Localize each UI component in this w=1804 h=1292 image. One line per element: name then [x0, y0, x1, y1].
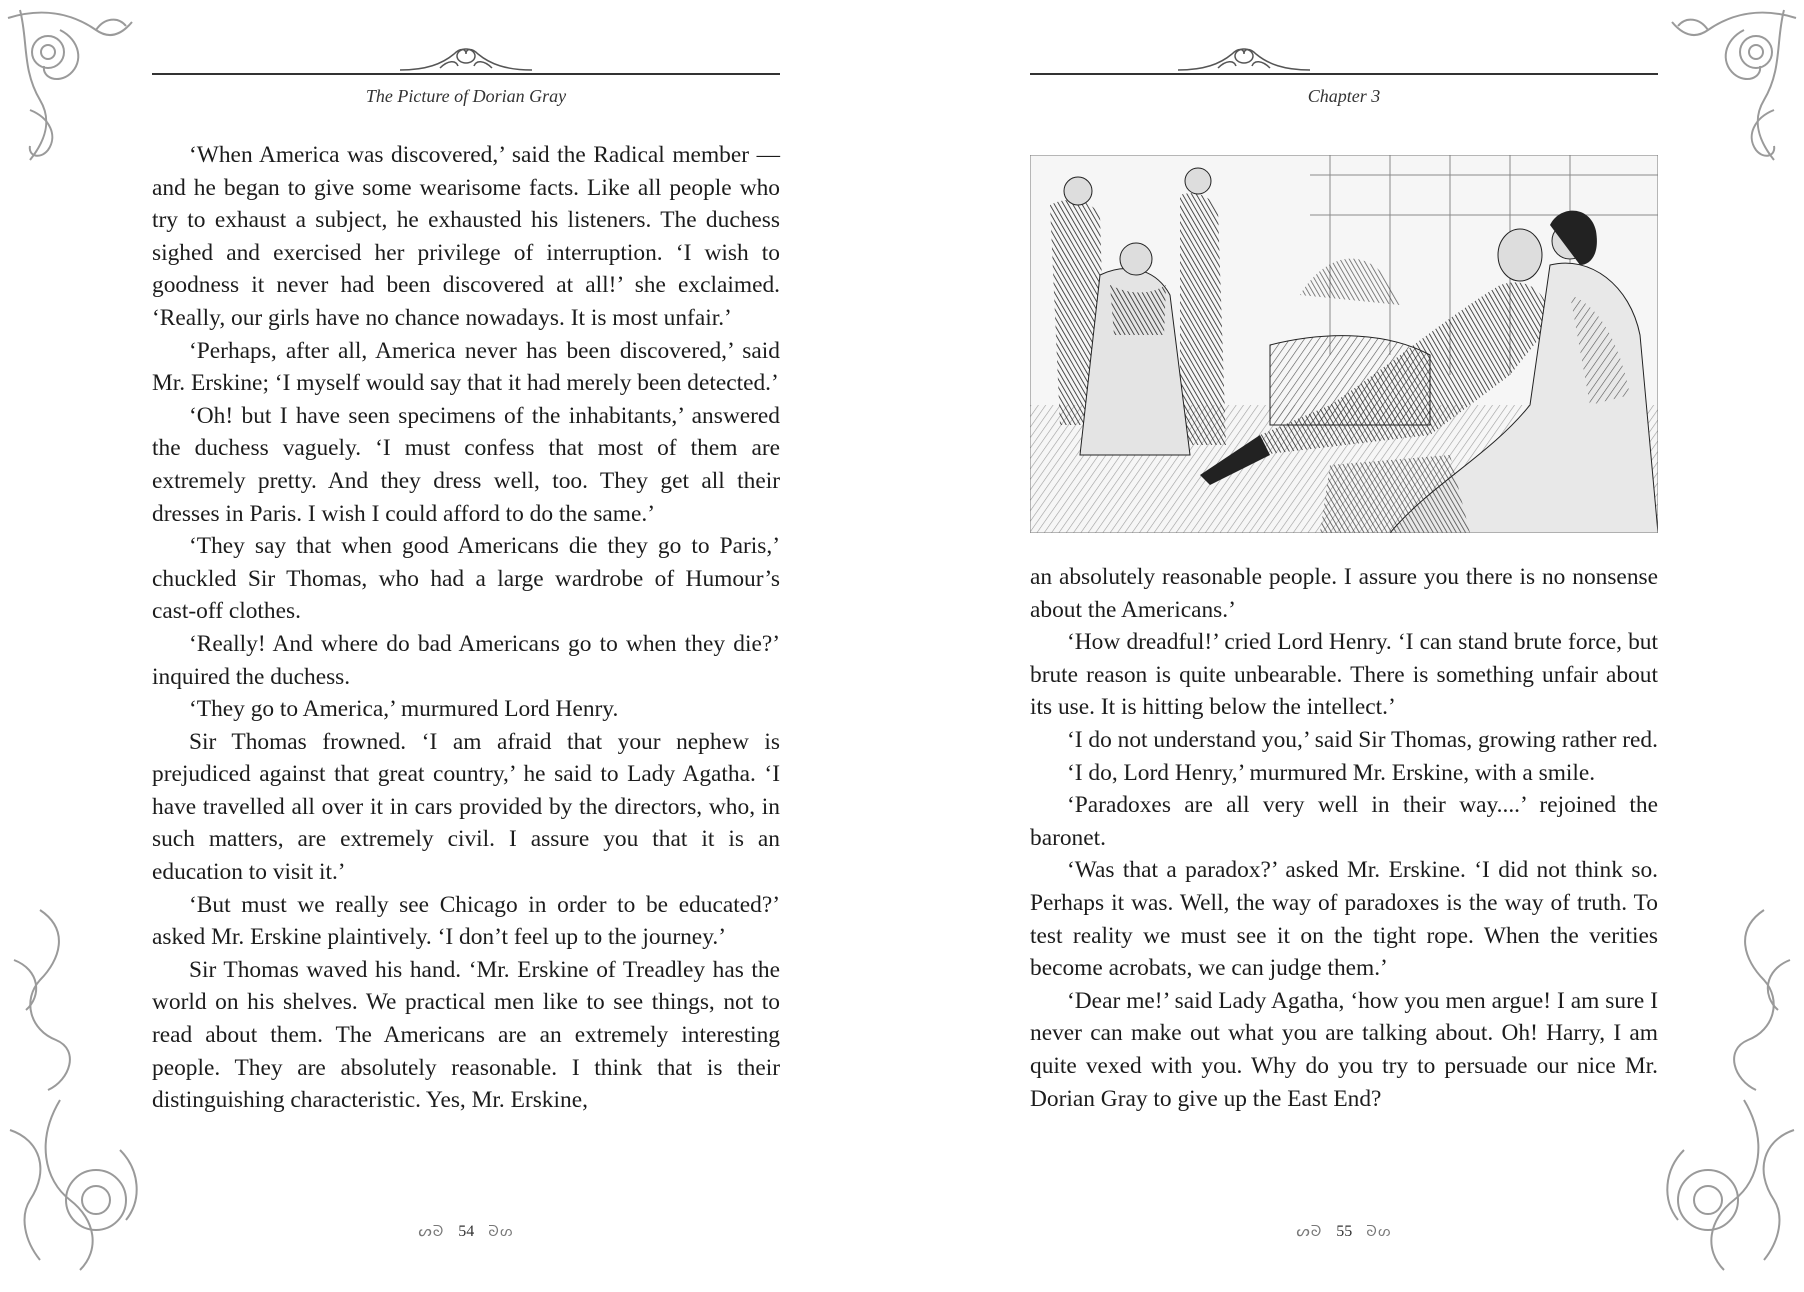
paragraph: ‘Really! And where do bad Americans go to when they die?’ inquired the duchess. [152, 630, 780, 690]
corner-flourish-bottom-right-icon [1654, 900, 1804, 1280]
paragraph: Sir Thomas frowned. ‘I am afraid that your nephew is prejudiced against that great country,’ he said to Lady Agatha. ‘I have travelled all over it in cars provided by the directors, who, in such matters, are extremely civil. I assure you that it is an education to visit it.’ [152, 728, 780, 886]
running-head: The Picture of Dorian Gray [365, 86, 567, 106]
corner-flourish-bottom-left-icon [0, 900, 150, 1280]
page-number-block [1214, 1222, 1474, 1241]
paragraph: ‘Paradoxes are all very well in their way....’ rejoined the baronet. [1030, 792, 1658, 851]
header-ornament-icon [396, 40, 536, 74]
right-page [902, 0, 1804, 1292]
paragraph: ‘How dreadful!’ cried Lord Henry. ‘I can stand brute force, but brute reason is quite unbearable. There is something unfair about its use. It is hitting below the intellect.’ [1030, 629, 1658, 721]
corner-flourish-top-left-icon [0, 0, 150, 190]
paragraph: ‘Perhaps, after all, America never has been discovered,’ said Mr. Erskine; ‘I myself would say that it had merely been detected.’ [152, 337, 780, 397]
folio-ornament-icon: ᔕᘐ [418, 1224, 445, 1240]
paragraph: ‘I do, Lord Henry,’ murmured Mr. Erskine, with a smile. [1067, 759, 1596, 786]
page-number: 54 [458, 1223, 475, 1240]
page-number: 55 [1336, 1223, 1353, 1240]
paragraph: ‘They say that when good Americans die they go to Paris,’ chuckled Sir Thomas, who had a large wardrobe of Humour’s cast-off clothes. [152, 533, 780, 625]
continued-paragraph: an absolutely reasonable people. I assure you there is no nonsense about the Americans.’ [1030, 564, 1658, 623]
page-number-block [336, 1222, 596, 1241]
paragraph: ‘Was that a paradox?’ asked Mr. Erskine. ‘I did not think so. Perhaps it was. Well, the way of paradoxes is the way of truth. To test reality we must see it on the tight rope. When the verities become acrobats, we can judge them.’ [1030, 857, 1658, 982]
corner-flourish-top-right-icon [1654, 0, 1804, 190]
paragraph: ‘I do not understand you,’ said Sir Thomas, growing rather red. [1067, 726, 1658, 753]
folio-ornament-icon: ᔕᘐ [1296, 1224, 1323, 1240]
body-text [1030, 561, 1658, 1115]
paragraph: ‘Dear me!’ said Lady Agatha, ‘how you men argue! I am sure I never can make out what you are talking about. Oh! Harry, I am quite vexed with you. Why do you try to persuade our nice Mr. Dorian Gray to give up the East End? [1030, 987, 1658, 1112]
running-head: Chapter 3 [1307, 86, 1381, 106]
folio-ornament-icon: ᘐᔕ [488, 1224, 514, 1240]
paragraph: ‘When America was discovered,’ said the Radical member — and he began to give some wearisome facts. Like all people who try to exhaust a subject, he exhausted his listeners. The duchess sighed and exercised her privilege of interruption. ‘I wish to goodness it never had been discovered at all!’ she exclaimed. ‘Really, our girls have no chance nowadays. It is most unfair.’ [152, 142, 780, 331]
header-rule [152, 73, 780, 75]
header-ornament-icon [1174, 40, 1314, 74]
paragraph: Sir Thomas waved his hand. ‘Mr. Erskine of Treadley has the world on his shelves. We practical men like to see things, not to read about them. The Americans are an extremely interesting people. They are absolutely reasonable. I think that is their distinguishing characteristic. Yes, Mr. Erskine, [152, 956, 780, 1114]
paragraph: ‘Oh! but I have seen specimens of the inhabitants,’ answered the duchess vaguely. ‘I must confess that most of them are extremely pretty. And they dress well, too. They get all their dresses in Paris. I wish I could afford to do the same.’ [152, 402, 780, 527]
header-rule [1030, 73, 1658, 75]
paragraph: ‘They go to America,’ murmured Lord Henry. [189, 696, 619, 723]
engraving-illustration [1030, 155, 1658, 533]
body-text [152, 139, 780, 1117]
folio-ornament-icon: ᘐᔕ [1366, 1224, 1392, 1240]
paragraph: ‘But must we really see Chicago in order to be educated?’ asked Mr. Erskine plaintively. ‘I don’t feel up to the journey.’ [152, 891, 780, 951]
